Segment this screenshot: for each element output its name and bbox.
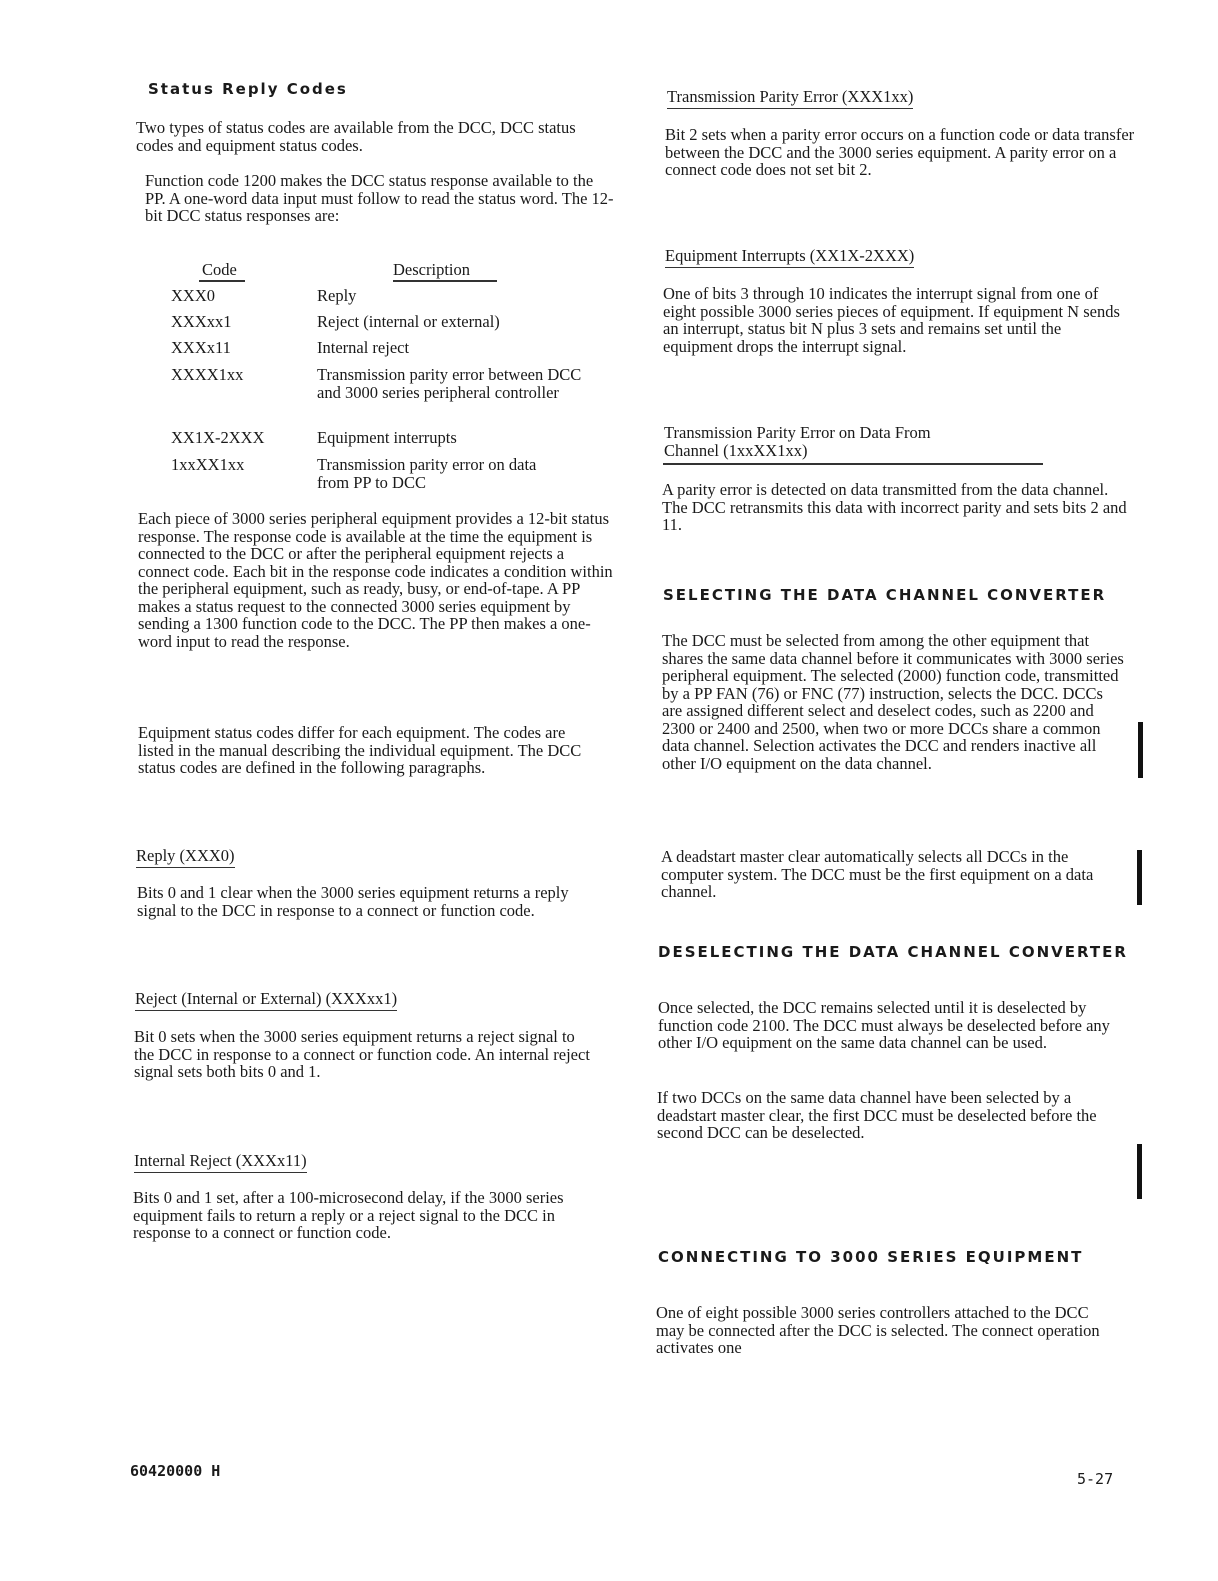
heading-internal-reject-label: Internal Reject (XXXx11) [134,1151,307,1173]
heading-transmission-parity-data-channel [664,424,931,460]
table-cell-description: Reject (internal or external) [317,312,500,331]
table-cell-description: Internal reject [317,338,410,357]
table-header-description-label: Description [393,260,470,279]
paragraph-internal-reject: Bits 0 and 1 set, after a 100-microsecond delay, if the 3000 series equipment fails to return a reply or a reject signal to the DCC in response to a connect or function code. [133,1188,564,1242]
paragraph-deselecting-dcc-1: Once selected, the DCC remains selected until it is deselected by function code 2100. The DCC must always be deselected before any other I/O equipment on the same data channel can be used. [658,998,1110,1052]
paragraph-reply: Bits 0 and 1 clear when the 3000 series equipment returns a reply signal to the DCC in response to a connect or function code. [137,883,569,920]
table-cell-code: XXXx11 [171,338,231,357]
heading-deselecting-dcc: DESELECTING THE DATA CHANNEL CONVERTER [658,943,1128,961]
paragraph-transmission-parity-data-channel: A parity error is detected on data transmitted from the data channel. The DCC retransmits this data with incorrect parity and sets bits 2 and 11. [662,480,1127,534]
heading-reply [136,846,235,866]
heading-equipment-interrupts-label: Equipment Interrupts (XX1X-2XXX) [665,246,914,268]
revision-bar [1137,1144,1142,1199]
paragraph-equipment-interrupts: One of bits 3 through 10 indicates the interrupt signal from one of eight possible 3000 series pieces of equipment. If equipment N sends an interrupt, status bit N plus 3 sets and remains set until the equipment drops the interrupt signal. [663,284,1120,356]
table-cell-code: XXXxx1 [171,312,232,331]
heading-reject-label: Reject (Internal or External) (XXXxx1) [135,989,397,1011]
heading-reject [135,989,397,1009]
heading-transmission-parity-error-label: Transmission Parity Error (XXX1xx) [667,87,913,109]
table-cell-code: 1xxXX1xx [171,455,245,474]
paragraph-equipment-status: Equipment status codes differ for each equipment. The codes are listed in the manual describing the individual equipment. The DCC status codes are defined in the following paragraphs. [138,723,582,777]
heading-transmission-parity-error [667,87,913,107]
table-header-code [202,261,237,279]
footer-page-number: 5-27 [1077,1470,1114,1488]
table-cell-description: Reply [317,286,357,305]
revision-bar [1137,850,1142,905]
intro-paragraph-1: Two types of status codes are available from the DCC, DCC status codes and equipment status codes. [136,118,576,155]
paragraph-deadstart: A deadstart master clear automatically selects all DCCs in the computer system. The DCC must be the first equipment on a data channel. [661,847,1094,901]
table-cell-code: XXXX1xx [171,365,244,384]
heading-connecting-3000: CONNECTING TO 3000 SERIES EQUIPMENT [658,1248,1084,1266]
table-header-description-underline [393,280,497,282]
paragraph-deselecting-dcc-2: If two DCCs on the same data channel have been selected by a deadstart master clear, the first DCC must be deselected before the second DCC can be deselected. [657,1088,1097,1142]
footer-document-number: 60420000 H [130,1462,221,1480]
heading-reply-label: Reply (XXX0) [136,846,235,868]
paragraph-each-piece: Each piece of 3000 series peripheral equipment provides a 12-bit status response. The response code is available at the time the equipment is connected to the DCC or after the peripheral equipment rejects a connect code. Each bit in the response code indicates a condition within the peripheral equipment, such as ready, busy, or end-of-tape. A PP makes a status request to the connected 3000 series equipment by sending a 1300 function code to the DCC. The PP then makes a one-word input to read the response. [138,509,613,651]
table-cell-code: XX1X-2XXX [171,428,265,447]
heading-equipment-interrupts [665,246,914,266]
table-cell-description: Equipment interrupts [317,428,457,447]
paragraph-reject: Bit 0 sets when the 3000 series equipment returns a reject signal to the DCC in response to a connect or function code. An internal reject signal sets both bits 0 and 1. [134,1027,590,1081]
revision-bar [1138,722,1143,778]
heading-transmission-parity-data-channel-underline [663,463,1043,465]
status-code-table [171,258,621,498]
heading-selecting-dcc: SELECTING THE DATA CHANNEL CONVERTER [663,586,1107,604]
heading-internal-reject [134,1151,307,1171]
heading-transmission-parity-data-channel-line1: Transmission Parity Error on Data From [664,423,931,442]
table-header-description [393,261,470,279]
paragraph-transmission-parity-error: Bit 2 sets when a parity error occurs on a function code or data transfer between the DCC and the 3000 series equipment. A parity error on a connect code does not set bit 2. [665,125,1135,179]
table-header-code-underline [199,280,245,282]
section-title-status-reply-codes: Status Reply Codes [148,80,348,98]
table-cell-description: Transmission parity error on data from PP to DCC [317,455,537,492]
paragraph-connecting-3000: One of eight possible 3000 series controllers attached to the DCC may be connected after the DCC is selected. The connect operation activates one [656,1303,1100,1357]
intro-paragraph-2: Function code 1200 makes the DCC status response available to the PP. A one-word data input must follow to read the status word. The 12-bit DCC status responses are: [145,171,614,225]
table-cell-description: Transmission parity error between DCC and 3000 series peripheral controller [317,365,582,402]
paragraph-selecting-dcc: The DCC must be selected from among the other equipment that shares the same data channel before it communicates with 3000 series peripheral equipment. The selected (2000) function code, transmitted by a PP FAN (76) or FNC (77) instruction, selects the DCC. DCCs are assigned different select and deselect codes, such as 2200 and 2300 or 2400 and 2500, when two or more DCCs share a common data channel. Selection activates the DCC and renders inactive all other I/O equipment on the data channel. [662,631,1124,773]
table-cell-code: XXX0 [171,286,215,305]
heading-transmission-parity-data-channel-line2: Channel (1xxXX1xx) [664,441,808,460]
table-header-code-label: Code [202,260,237,279]
